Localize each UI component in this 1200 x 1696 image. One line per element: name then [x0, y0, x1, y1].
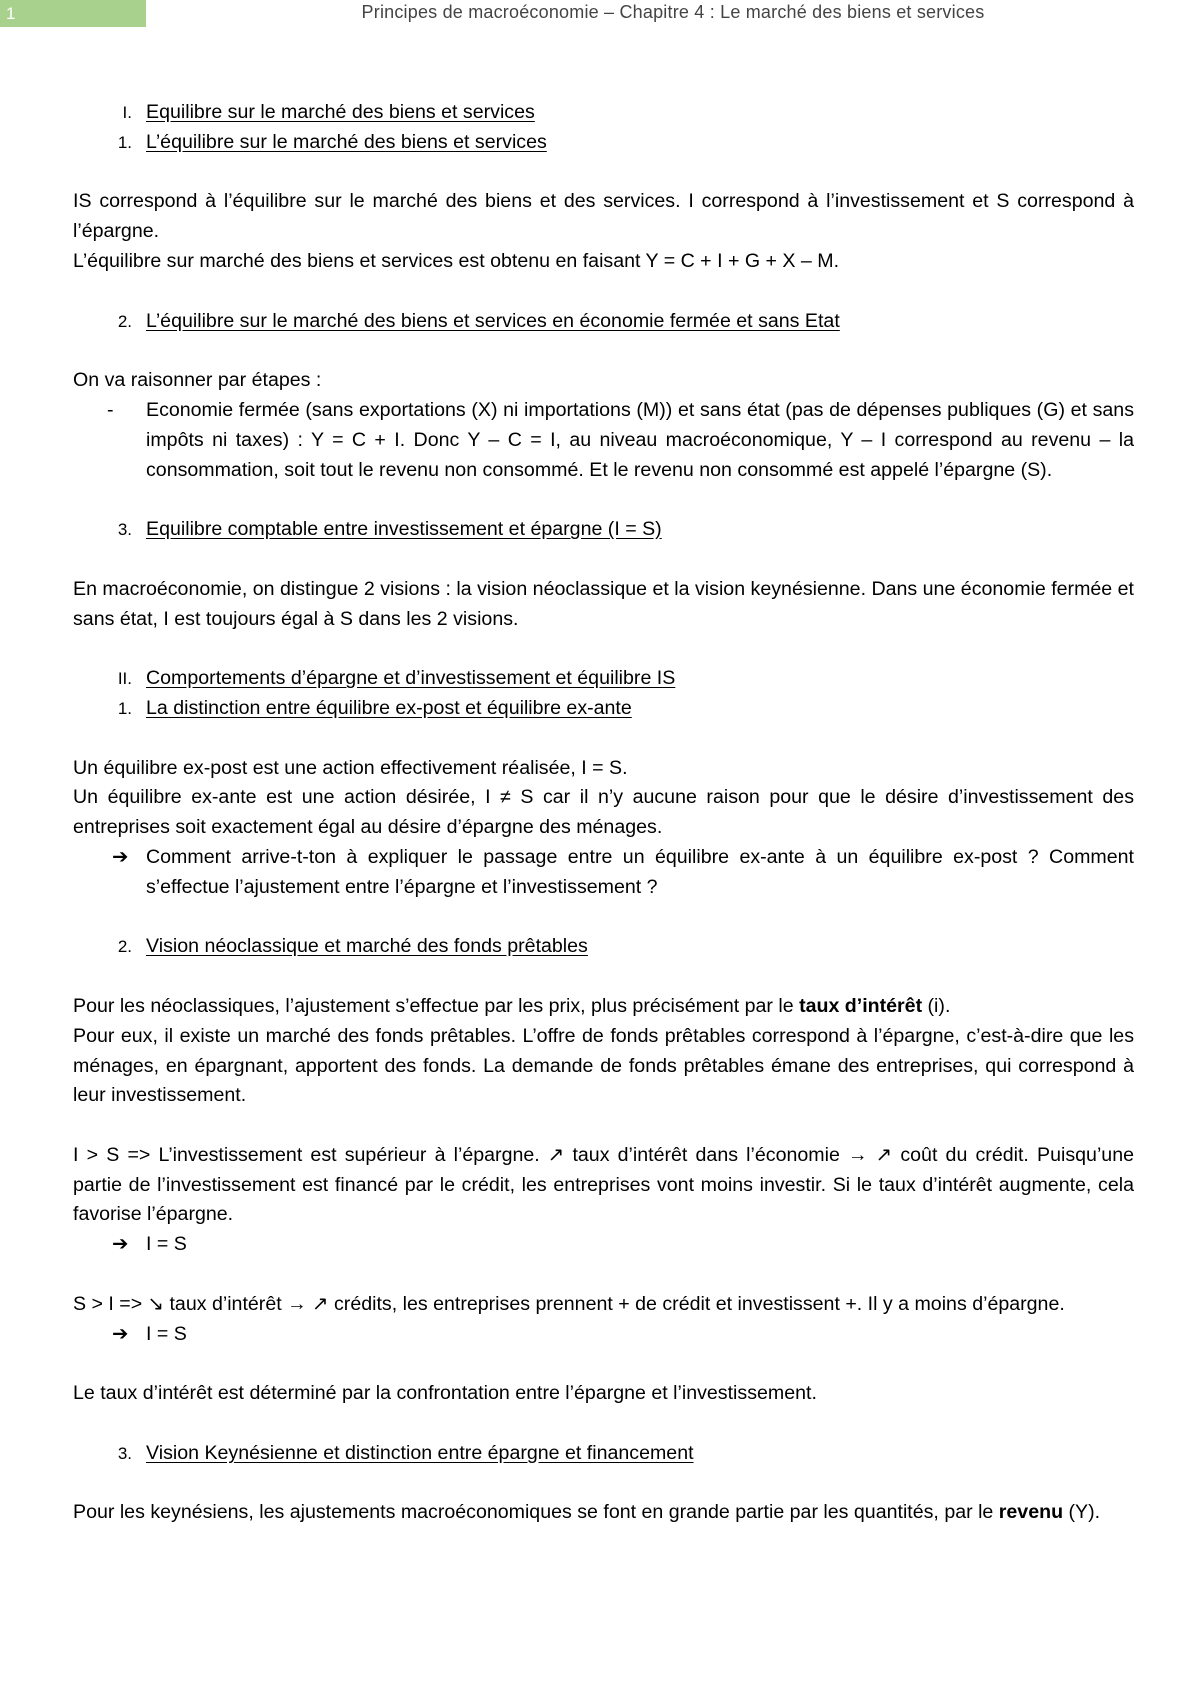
text-run: (i).: [922, 994, 951, 1017]
heading-section-1-1: [73, 128, 1134, 158]
arrow-text: Comment arrive-t-ton à expliquer le passage entre un équilibre ex-ante à un équilibre ex-post ? Comment s’effectue l’ajustement entre l’épargne et l’investissement ?: [146, 845, 1134, 898]
bullet-text: Economie fermée (sans exportations (X) ni importations (M)) et sans état (pas de dépenses publiques (G) et sans impôts ni taxes) : Y = C + I. Donc Y – C = I, au niveau macroéconomique, Y – I correspond au revenu – la consommation, soit tout le revenu non consommé. Et le revenu non consommé est appelé l’épargne (S).: [146, 398, 1134, 481]
text-run: Pour les keynésiens, les ajustements macroéconomiques se font en grande partie par les quantités, par le: [73, 1501, 999, 1524]
heading-section-2-3: [73, 1439, 1134, 1469]
heading-section-1-3: [73, 515, 1134, 545]
heading-number: 1.: [117, 698, 132, 718]
heading-title: La distinction entre équilibre ex-post et équilibre ex-ante: [146, 696, 632, 719]
paragraph: On va raisonner par étapes :: [73, 369, 322, 392]
bullet-marker: -: [107, 398, 114, 421]
paragraph: Un équilibre ex-ante est une action désirée, I ≠ S car il n’y aucune raison pour que le désire d’investissement des entreprises soit exactement égal au désire d’épargne des ménages.: [73, 786, 1134, 839]
heading-title: Comportements d’épargne et d’investissement et équilibre IS: [146, 667, 676, 690]
arrow-icon: ➔: [112, 1233, 129, 1256]
heading-section-2: [73, 664, 1134, 694]
paragraph: Le taux d’intérêt est déterminé par la confrontation entre l’épargne et l’investissement.: [73, 1382, 817, 1405]
heading-number: II.: [117, 669, 132, 689]
heading-title: L’équilibre sur le marché des biens et services: [146, 130, 547, 153]
arrow-text: I = S: [146, 1322, 187, 1345]
heading-number: 3.: [117, 1443, 132, 1463]
paragraph: IS correspond à l’équilibre sur le marché des biens et des services. I correspond à l’investissement et S correspond à l’épargne.: [73, 190, 1134, 243]
arrow-item: [73, 1320, 1134, 1350]
text-run: (Y).: [1063, 1501, 1101, 1524]
heading-title: L’équilibre sur le marché des biens et services en économie fermée et sans Etat: [146, 309, 840, 332]
bold-term: taux d’intérêt: [799, 994, 923, 1017]
heading-title: Vision néoclassique et marché des fonds prêtables: [146, 935, 588, 958]
paragraph: [73, 1498, 1134, 1528]
arrow-item: [73, 843, 1134, 903]
heading-number: 1.: [117, 132, 132, 152]
bullet-item: [73, 396, 1134, 485]
heading-number: 2.: [117, 311, 132, 331]
heading-section-1-2: [73, 307, 1134, 337]
paragraph: [73, 992, 1134, 1022]
arrow-text: I = S: [146, 1233, 187, 1256]
arrow-icon: ➔: [112, 1322, 129, 1345]
paragraph: I > S => L’investissement est supérieur à l’épargne. ↗ taux d’intérêt dans l’économie → ↗ coût du crédit. Puisqu’une partie de l’investissement est financé par le crédit, les entreprises vont moins investir. Si le taux d’intérêt augmente, cela favorise l’épargne.: [73, 1143, 1134, 1226]
running-header: Principes de macroéconomie – Chapitre 4 : Le marché des biens et services: [361, 2, 985, 22]
heading-title: Equilibre sur le marché des biens et services: [146, 101, 535, 123]
paragraph: En macroéconomie, on distingue 2 visions : la vision néoclassique et la vision keynésienne. Dans une économie fermée et sans état, I est toujours égal à S dans les 2 visions.: [73, 577, 1134, 630]
heading-section-2-2: [73, 932, 1134, 962]
text-run: Pour les néoclassiques, l’ajustement s’effectue par les prix, plus précisément par le: [73, 994, 800, 1017]
heading-section-1: [73, 98, 1134, 128]
heading-number: 2.: [117, 937, 132, 957]
heading-title: Equilibre comptable entre investissement et épargne (I = S): [146, 518, 662, 541]
document-body: [73, 98, 1134, 1528]
heading-title: Vision Keynésienne et distinction entre épargne et financement: [146, 1441, 694, 1464]
paragraph: Un équilibre ex-post est une action effectivement réalisée, I = S.: [73, 756, 628, 779]
paragraph: S > I => ↘ taux d’intérêt → ↗ crédits, les entreprises prennent + de crédit et investissent +. Il y a moins d’épargne.: [73, 1292, 1065, 1315]
heading-number: I.: [122, 103, 132, 122]
page-number: 1: [0, 0, 146, 27]
paragraph: Pour eux, il existe un marché des fonds prêtables. L’offre de fonds prêtables correspond à l’épargne, c’est-à-dire que les ménages, en épargnant, apportent des fonds. La demande de fonds prêtables émane des entreprises, qui correspond à leur investissement.: [73, 1024, 1134, 1107]
arrow-item: [73, 1230, 1134, 1260]
paragraph: L’équilibre sur marché des biens et services est obtenu en faisant Y = C + I + G + X – M.: [73, 249, 840, 272]
heading-number: 3.: [117, 520, 132, 540]
heading-section-2-1: [73, 694, 1134, 724]
arrow-icon: ➔: [112, 845, 129, 868]
bold-term: revenu: [998, 1501, 1064, 1524]
